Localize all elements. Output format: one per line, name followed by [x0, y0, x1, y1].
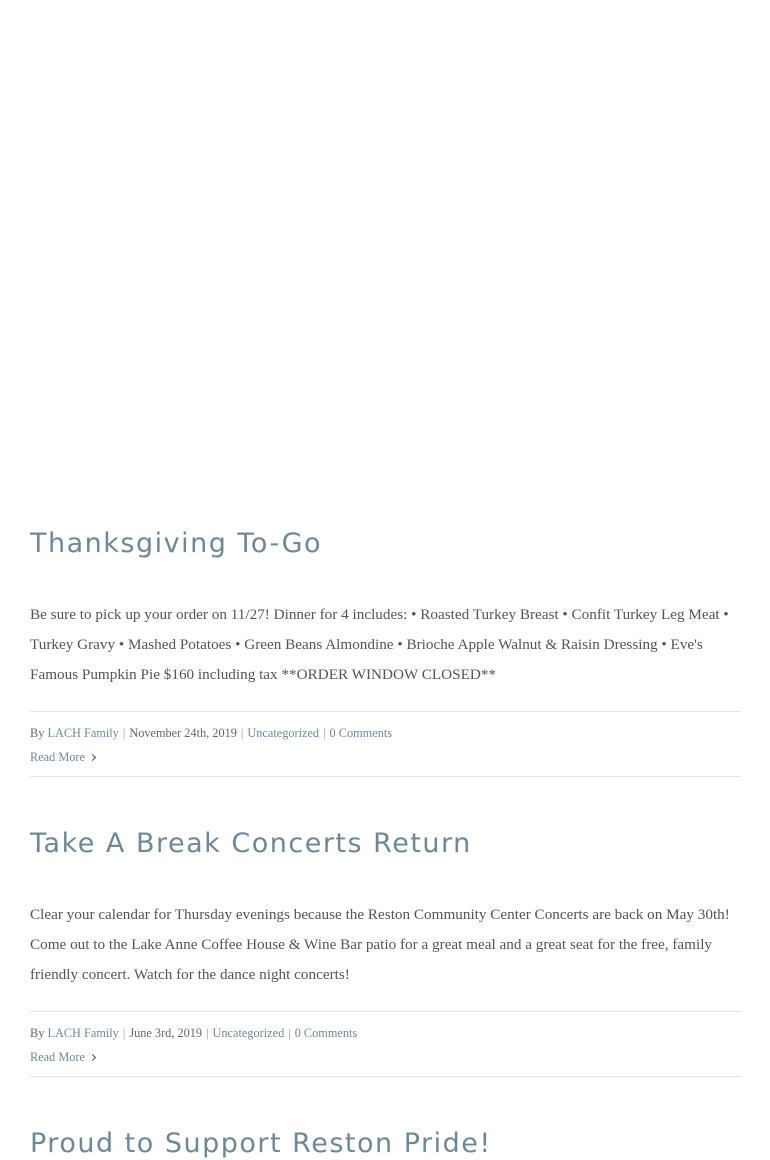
meta-separator: |: [288, 1026, 291, 1040]
author-link[interactable]: LACH Family: [47, 726, 119, 740]
by-label: By: [30, 1026, 45, 1040]
post-excerpt: Clear your calendar for Thursday evenings because the Reston Community Center Concerts are back on May 30th! Come out to the Lake Anne Coffee House & Wine Bar patio for a great meal and a great seat for the free, family friendly concert. Watch for the dance night concerts!: [30, 906, 730, 983]
read-more-link[interactable]: [30, 750, 95, 764]
meta-separator: |: [206, 1026, 209, 1040]
post-date: June 3rd, 2019: [129, 1026, 203, 1040]
comments-link[interactable]: 0 Comments: [329, 726, 393, 740]
meta-separator: |: [122, 726, 126, 740]
category-link[interactable]: Uncategorized: [247, 726, 320, 740]
blog-post: [30, 828, 740, 1077]
blog-post: [30, 528, 740, 777]
author-link[interactable]: LACH Family: [47, 1026, 119, 1040]
blog-post: [30, 1128, 740, 1160]
post-title-link[interactable]: Proud to Support Reston Pride!: [30, 1128, 492, 1159]
read-more-label: Read More: [30, 750, 85, 764]
read-more-label: Read More: [30, 1050, 85, 1064]
post-meta: [30, 711, 740, 777]
meta-separator: |: [323, 726, 326, 740]
chevron-right-icon: [89, 1054, 96, 1061]
meta-separator: |: [240, 726, 244, 740]
category-link[interactable]: Uncategorized: [212, 1026, 285, 1040]
comments-link[interactable]: 0 Comments: [294, 1026, 358, 1040]
read-more-link[interactable]: [30, 1050, 95, 1064]
post-excerpt: Be sure to pick up your order on 11/27! Dinner for 4 includes: • Roasted Turkey Breast • Confit Turkey Leg Meat • Turkey Gravy • Mashed Potatoes • Green Beans Almondine • Brioche Apple Walnut & Raisin Dressing • Eve's Famous Pumpkin Pie $160 including tax **ORDER WINDOW CLOSED**: [30, 606, 729, 683]
featured-image-area: [0, 0, 770, 500]
by-label: By: [30, 726, 45, 740]
post-title-link[interactable]: Thanksgiving To-Go: [30, 528, 323, 559]
meta-separator: |: [122, 1026, 126, 1040]
post-title-link[interactable]: Take A Break Concerts Return: [30, 828, 472, 859]
post-date: November 24th, 2019: [129, 726, 237, 740]
chevron-right-icon: [89, 754, 96, 761]
post-meta: [30, 1011, 740, 1077]
